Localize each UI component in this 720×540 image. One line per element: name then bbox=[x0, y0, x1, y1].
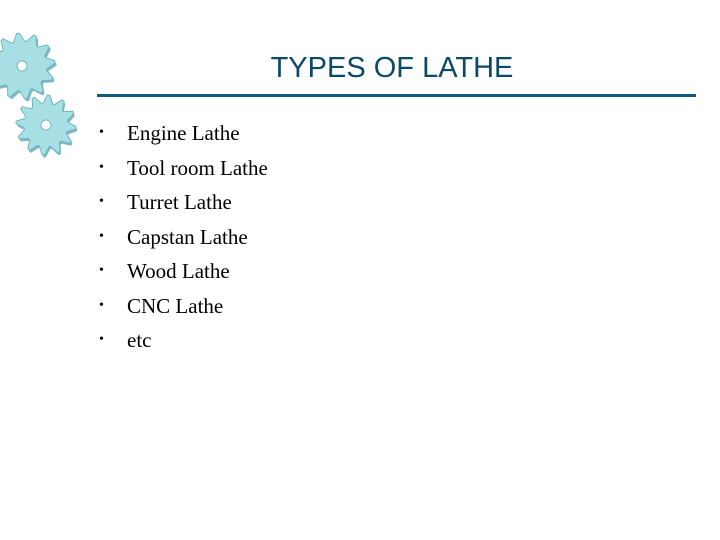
list-item bbox=[97, 116, 268, 151]
gear-icon-small bbox=[8, 87, 86, 165]
bullet-dot: • bbox=[99, 332, 104, 347]
list-item-label: Turret Lathe bbox=[127, 190, 232, 214]
gears-decoration bbox=[0, 30, 90, 170]
list-item-label: etc bbox=[127, 328, 152, 352]
list-item bbox=[97, 323, 268, 358]
list-item bbox=[97, 254, 268, 289]
list-item-label: Capstan Lathe bbox=[127, 224, 248, 249]
slide-title: TYPES OF LATHE bbox=[270, 52, 514, 84]
bullet-dot: • bbox=[99, 263, 104, 278]
list-item bbox=[97, 185, 268, 220]
list-item bbox=[97, 220, 268, 255]
title-underline bbox=[97, 94, 696, 97]
bullet-dot: • bbox=[99, 125, 104, 140]
bullet-dot: • bbox=[99, 297, 104, 313]
gear-body bbox=[0, 30, 58, 102]
bullet-dot: • bbox=[99, 194, 104, 209]
list-item-label: Tool room Lathe bbox=[127, 155, 268, 180]
bullet-list bbox=[97, 116, 268, 358]
list-item bbox=[97, 289, 268, 324]
gear-icon-large bbox=[0, 30, 60, 105]
list-item-label: Engine Lathe bbox=[127, 121, 240, 145]
list-item bbox=[97, 151, 268, 186]
bullet-dot: • bbox=[99, 228, 104, 244]
list-item-label: CNC Lathe bbox=[127, 293, 224, 318]
list-item-label: Wood Lathe bbox=[127, 259, 230, 283]
bullet-dot: • bbox=[99, 159, 104, 175]
